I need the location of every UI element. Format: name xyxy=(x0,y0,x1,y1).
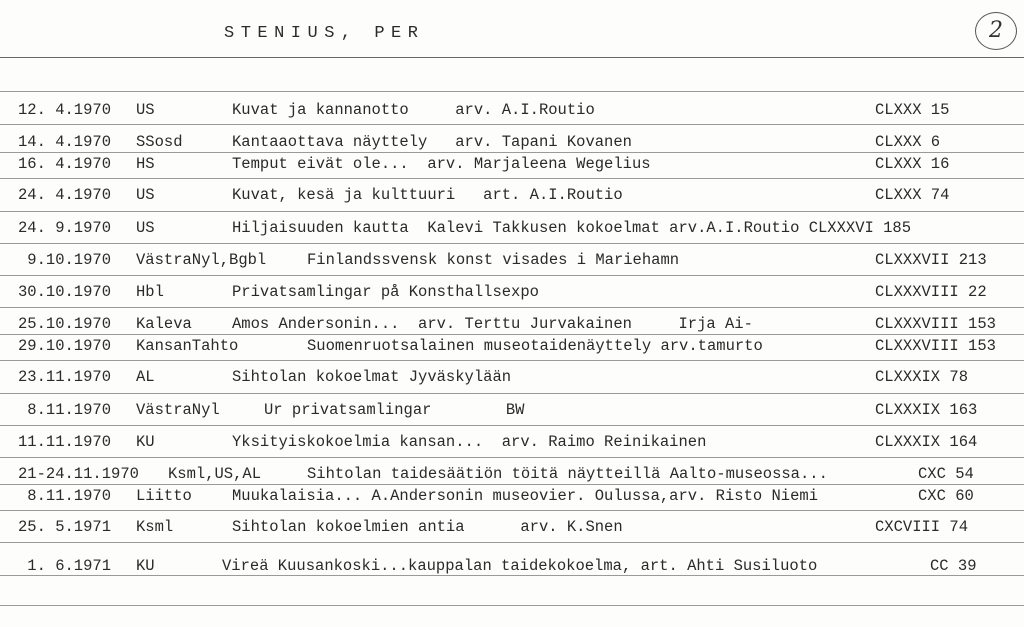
entry-date: 12. 4.1970 xyxy=(18,101,112,119)
entry-text: Temput eivät ole... arv. Marjaleena Wegelius xyxy=(232,155,651,173)
entry-text: Privatsamlingar på Konsthallsexpo xyxy=(232,283,539,301)
ruled-line xyxy=(0,307,1024,308)
card-title: STENIUS, PER xyxy=(224,24,425,43)
entry-source: AL xyxy=(136,368,155,386)
entry-ref: CLXXX 16 xyxy=(875,155,950,173)
entry-ref: CLXXXIX 163 xyxy=(875,401,978,419)
entry-ref: CLXXX 15 xyxy=(875,101,950,119)
entry-date: 14. 4.1970 xyxy=(18,133,112,151)
entry-text: Yksityiskokoelmia kansan... arv. Raimo Reinikainen xyxy=(232,433,707,451)
entry-text: Kuvat ja kannanotto arv. A.I.Routio xyxy=(232,101,595,119)
entry-date: 25.10.1970 xyxy=(18,315,112,333)
entry-date: 24. 4.1970 xyxy=(18,186,112,204)
entry-date: 11.11.1970 xyxy=(18,433,112,451)
entry-date: 21-24.11.1970 xyxy=(18,465,139,483)
ruled-line xyxy=(0,457,1024,458)
entry-date: 25. 5.1971 xyxy=(18,518,112,536)
ruled-line xyxy=(0,393,1024,394)
entry-text: Sihtolan kokoelmat Jyväskylään xyxy=(232,368,512,386)
card-number-circle: 2 xyxy=(975,12,1017,50)
ruled-line xyxy=(0,360,1024,361)
entry-ref: CLXXXVIII 153 xyxy=(875,315,996,333)
entry-text: Finlandssvensk konst visades i Mariehamn xyxy=(307,251,680,269)
entry-ref: CLXXXVIII 22 xyxy=(875,283,987,301)
entry-date: 24. 9.1970 xyxy=(18,219,112,237)
entry-source: Liitto xyxy=(136,487,192,505)
entry-text: Amos Andersonin... arv. Terttu Jurvakainen Irja Ai- xyxy=(232,315,753,333)
entry-ref: CLXXXVIII 153 xyxy=(875,337,996,355)
entry-ref: CXC 60 xyxy=(918,487,974,505)
entry-ref: CLXXX 6 xyxy=(875,133,941,151)
ruled-line xyxy=(0,178,1024,179)
entry-source: VästraNyl xyxy=(136,401,220,419)
header-rule xyxy=(0,57,1024,58)
entry-date: 30.10.1970 xyxy=(18,283,112,301)
entry-date: 1. 6.1971 xyxy=(18,557,112,575)
entry-date: 29.10.1970 xyxy=(18,337,112,355)
entry-source: HS xyxy=(136,155,155,173)
entry-text: Kuvat, kesä ja kulttuuri art. A.I.Routio xyxy=(232,186,623,204)
entry-source: KU xyxy=(136,433,155,451)
entry-date: 8.11.1970 xyxy=(18,401,112,419)
entry-source: Kaleva xyxy=(136,315,192,333)
ruled-line xyxy=(0,484,1024,485)
entry-source: Ksml,US,AL xyxy=(168,465,262,483)
ruled-line xyxy=(0,91,1024,92)
entry-source: US xyxy=(136,101,155,119)
entry-ref: CLXXXVII 213 xyxy=(875,251,987,269)
ruled-line xyxy=(0,152,1024,153)
ruled-line xyxy=(0,243,1024,244)
entry-text: Suomenruotsalainen museotaidenäyttely arv.tamurto xyxy=(307,337,763,355)
ruled-line xyxy=(0,510,1024,511)
ruled-line xyxy=(0,575,1024,576)
entry-source: KansanTahto xyxy=(136,337,239,355)
entry-date: 8.11.1970 xyxy=(18,487,112,505)
entry-date: 16. 4.1970 xyxy=(18,155,112,173)
entry-text: Ur privatsamlingar BW xyxy=(264,401,525,419)
entry-source: US xyxy=(136,219,155,237)
ruled-line xyxy=(0,211,1024,212)
ruled-line xyxy=(0,605,1024,606)
ruled-line xyxy=(0,275,1024,276)
entry-date: 9.10.1970 xyxy=(18,251,112,269)
entry-text: Sihtolan kokoelmien antia arv. K.Snen xyxy=(232,518,623,536)
entry-source: Ksml xyxy=(136,518,174,536)
entry-ref: CLXXXIX 164 xyxy=(875,433,978,451)
ruled-line xyxy=(0,124,1024,125)
entry-source: SSosd xyxy=(136,133,183,151)
entry-source: US xyxy=(136,186,155,204)
entry-text: Vireä Kuusankoski...kauppalan taidekokoelma, art. Ahti Susiluoto xyxy=(222,557,818,575)
entry-ref: CLXXXIX 78 xyxy=(875,368,969,386)
entry-ref: CXC 54 xyxy=(918,465,974,483)
ruled-line xyxy=(0,334,1024,335)
entry-source: KU xyxy=(136,557,155,575)
entry-text: Kantaaottava näyttely arv. Tapani Kovanen xyxy=(232,133,632,151)
entry-text: Hiljaisuuden kautta Kalevi Takkusen kokoelmat arv.A.I.Routio CLXXXVI 185 xyxy=(232,219,912,237)
entry-date: 23.11.1970 xyxy=(18,368,112,386)
entry-ref: CLXXX 74 xyxy=(875,186,950,204)
entry-source: Hbl xyxy=(136,283,164,301)
entry-source: VästraNyl,Bgbl xyxy=(136,251,267,269)
entry-ref: CXCVIII 74 xyxy=(875,518,969,536)
entry-ref: CC 39 xyxy=(930,557,977,575)
entry-text: Muukalaisia... A.Andersonin museovier. Oulussa,arv. Risto Niemi xyxy=(232,487,818,505)
ruled-line xyxy=(0,542,1024,543)
entry-text: Sihtolan taidesäätiön töitä näytteillä Aalto-museossa... xyxy=(307,465,828,483)
ruled-line xyxy=(0,425,1024,426)
